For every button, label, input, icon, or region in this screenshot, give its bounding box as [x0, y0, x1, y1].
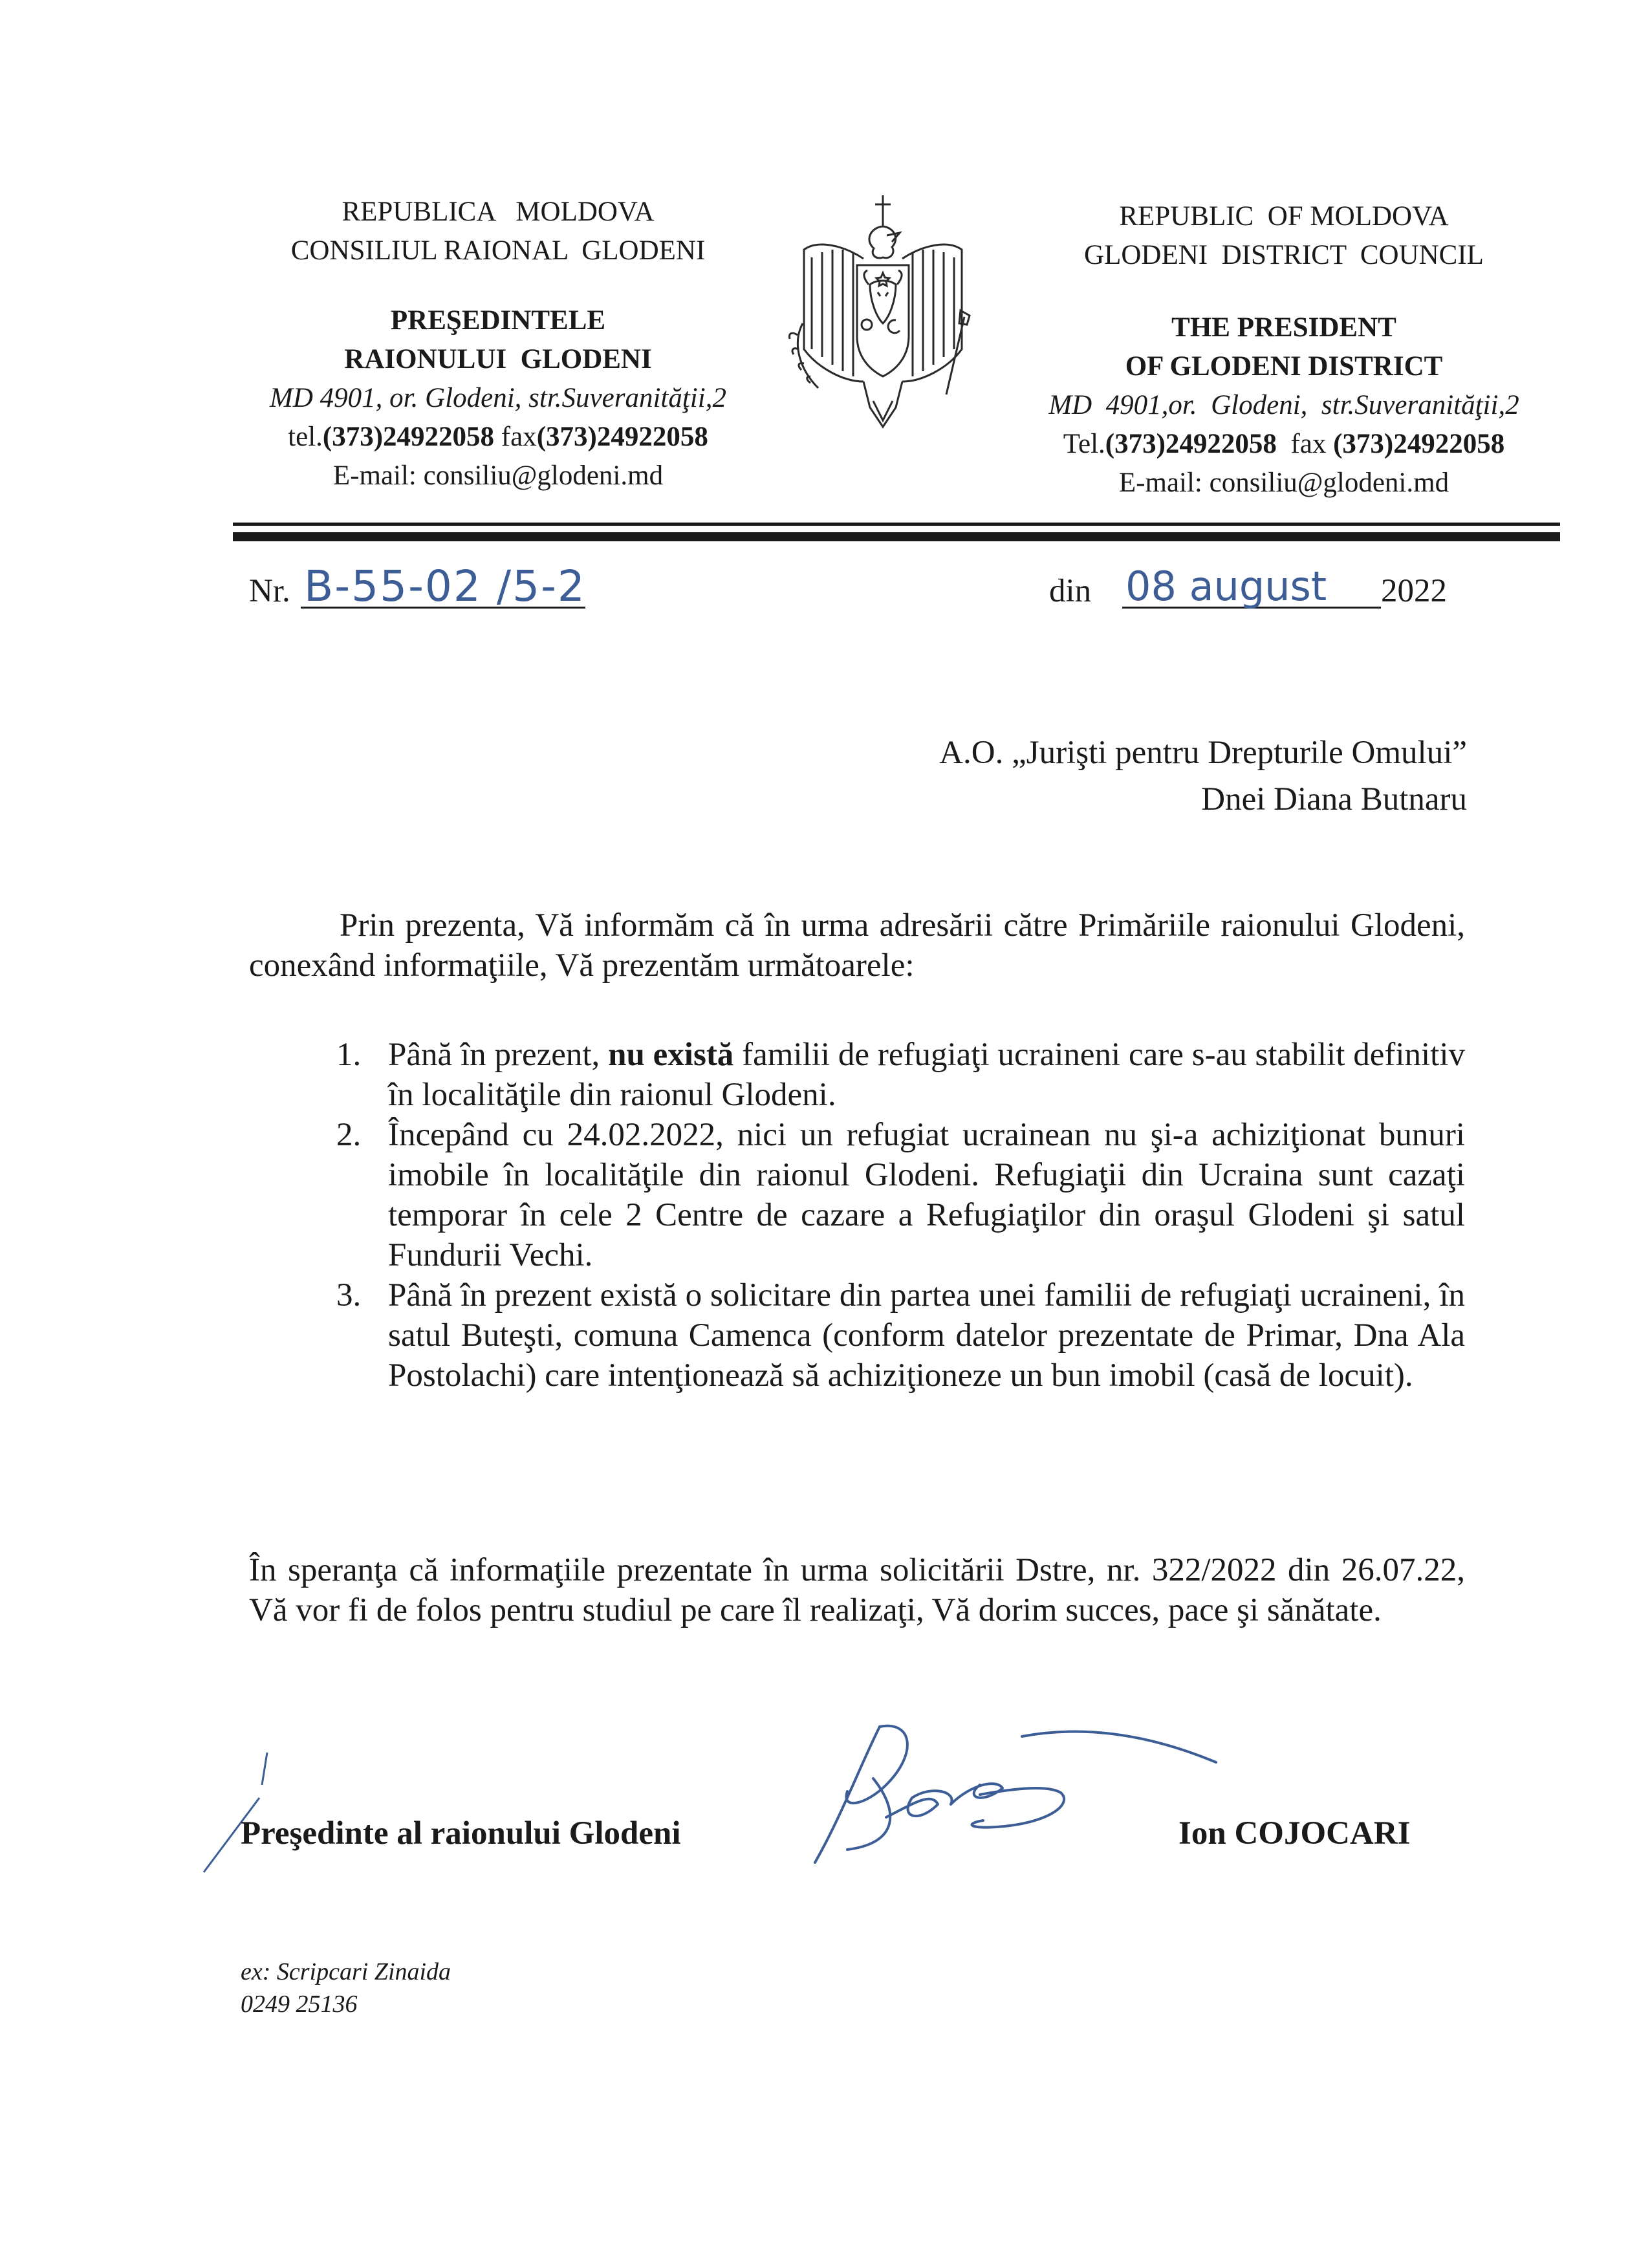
list-item-number: 1. [336, 1037, 362, 1073]
list-item-text: Începând cu 24.02.2022, nici un refugiat ucrainean nu şi-a achiziţionat bunuri imobile în localităţile din raionul Glodeni. Refugiaţii din Ucraina sunt cazaţi temporar în cele 2 Centre de cazare a Refugiaţilor din oraşul Glodeni şi satul Fundurii Vechi. [388, 1117, 1465, 1273]
numbered-list [336, 1035, 1465, 1396]
recipient-organization: A.O. „Jurişti pentru Drepturile Omului” [939, 735, 1467, 771]
header-right-fax: (373)24922058 [1333, 429, 1505, 459]
intro-paragraph: Prin prezenta, Vă informăm că în urma adresării către Primăriile raionului Glodeni, conexând informaţiile, Vă prezentăm următoarele: [249, 907, 1465, 984]
list-item-number: 3. [336, 1277, 362, 1313]
header-left-address: MD 4901, or. Glodeni, str.Suveranităţii,2 [270, 383, 726, 413]
header-right [1009, 197, 1559, 502]
header-left-tel: (373)24922058 [322, 422, 495, 452]
signature-slash-mark [197, 1746, 275, 1879]
signatory-name: Ion COJOCARI [1178, 1815, 1411, 1852]
closing-paragraph: În speranţa că informaţiile prezentate în urma solicitării Dstre, nr. 322/2022 din 26.07.22, Vă vor fi de folos pentru studiul pe care îl realizaţi, Vă dorim succes, pace şi sănătate. [249, 1552, 1465, 1628]
executor-name: ex: Scripcari Zinaida [241, 1958, 451, 1985]
handwritten-signature [802, 1714, 1268, 1885]
header-right-contact [1009, 425, 1559, 464]
header-divider-thin [233, 523, 1560, 526]
signatory-title: Preşedinte al raionului Glodeni [241, 1815, 681, 1852]
reference-nr-handwritten: B-55-02 /5-2 [304, 561, 586, 611]
executor-block [241, 1956, 451, 2020]
executor-phone: 0249 25136 [241, 1991, 358, 2018]
header-right-fax-label: fax [1276, 429, 1334, 459]
header-right-address: MD 4901,or. Glodeni, str.Suveranităţii,2 [1048, 390, 1519, 420]
reference-nr-label: Nr. [249, 573, 290, 609]
header-left-fax: (373)24922058 [536, 422, 708, 452]
moldova-coat-of-arms-icon [773, 188, 993, 446]
list-item-text-after: familii de refugiaţi ucraineni care s-au stabilit definitiv în localităţile din raionul Glodeni. [388, 1037, 1465, 1113]
reference-year: 2022 [1381, 573, 1447, 609]
header-right-tel-label: Tel. [1063, 429, 1105, 459]
header-left-contact [213, 418, 783, 457]
header-left-country: REPUBLICA MOLDOVA [342, 197, 655, 227]
list-item [336, 1035, 1465, 1115]
header-left-council: CONSILIUL RAIONAL GLODENI [290, 235, 706, 266]
header-left-title-1: PREŞEDINTELE [390, 305, 606, 336]
list-item [336, 1275, 1465, 1396]
header-left-email: E-mail: consiliu@glodeni.md [332, 460, 664, 491]
reference-date-label: din [1049, 573, 1092, 609]
list-item-bold: nu există [608, 1037, 734, 1073]
header-right-title-2: OF GLODENI DISTRICT [1125, 351, 1443, 382]
reference-date-handwritten: 08 august [1125, 563, 1327, 610]
list-item-number: 2. [336, 1117, 362, 1153]
list-item [336, 1115, 1465, 1275]
list-item-text: Până în prezent, [388, 1037, 609, 1073]
list-item-text: Până în prezent există o solicitare din partea unei familii de refugiaţi ucraineni, în satul Buteşti, comuna Camenca (conform datelor prezentate de Primar, Dna Ala Postolachi) care intenţionează să achiziţioneze un bun imobil (casă de locuit). [388, 1277, 1465, 1394]
recipient-person: Dnei Diana Butnaru [1201, 781, 1467, 817]
reference-number [249, 572, 290, 610]
header-left-fax-label: fax [494, 422, 537, 452]
header-right-council: GLODENI DISTRICT COUNCIL [1084, 240, 1484, 270]
header-right-email: E-mail: consiliu@glodeni.md [1118, 468, 1449, 498]
header-left [213, 193, 783, 495]
header-right-tel: (373)24922058 [1105, 429, 1277, 459]
header-divider-thick [233, 532, 1560, 541]
header-left-tel-label: tel. [288, 422, 323, 452]
header-right-title-1: THE PRESIDENT [1171, 312, 1396, 343]
header-left-title-2: RAIONULUI GLODENI [344, 344, 652, 374]
header-right-country: REPUBLIC OF MOLDOVA [1119, 201, 1449, 232]
recipient-block [647, 729, 1467, 823]
